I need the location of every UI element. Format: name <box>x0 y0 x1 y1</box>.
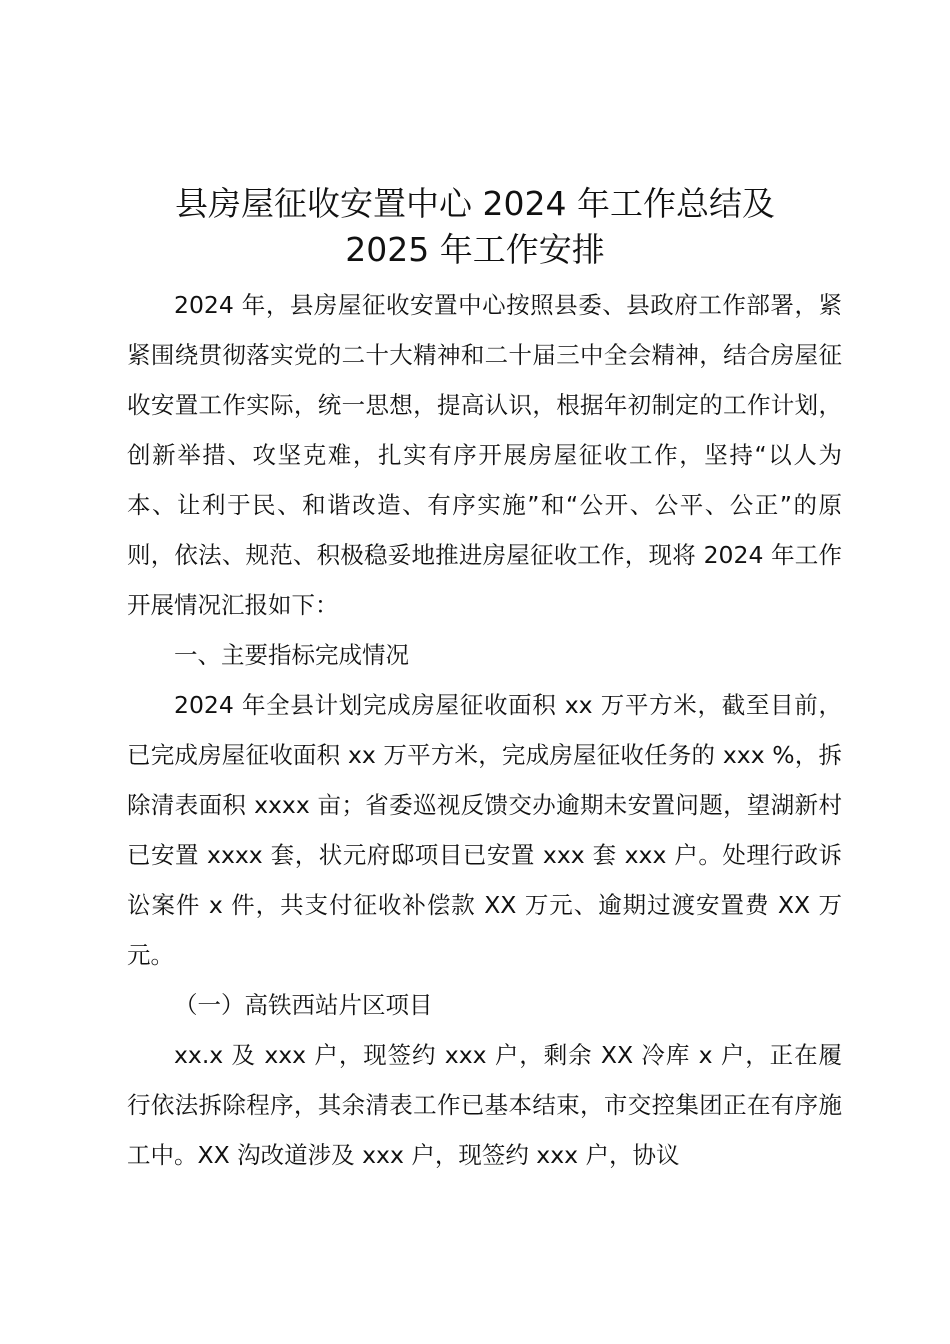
title-line-1: 县房屋征收安置中心 2024 年工作总结及 <box>175 184 775 223</box>
intro-paragraph: 2024 年，县房屋征收安置中心按照县委、县政府工作部署，紧紧围绕贯彻落实党的二十大精神和二十届三中全会精神，结合房屋征收安置工作实际，统一思想，提高认识，根据年初制定的工作计划，创新举措、攻坚克难，扎实有序开展房屋征收工作，坚持“以人为本、让利于民、和谐改造、有序实施”和“公开、公平、公正”的原则，依法、规范、积极稳妥地推进房屋征收工作，现将 2024 年工作开展情况汇报如下： <box>127 291 842 619</box>
document-body <box>127 280 842 1180</box>
subsection-heading-west-station: （一）高铁西站片区项目 <box>174 991 433 1019</box>
subsection-paragraph-west-station: xx.x 及 xxx 户，现签约 xxx 户，剩余 XX 冷库 x 户，正在履行依法拆除程序，其余清表工作已基本结束，市交控集团正在有序施工中。XX 沟改道涉及 xxx 户，现签约 xxx 户，协议 <box>127 1041 842 1169</box>
section-paragraph-main-indicators: 2024 年全县计划完成房屋征收面积 xx 万平方米，截至目前，已完成房屋征收面积 xx 万平方米，完成房屋征收任务的 xxx %，拆除清表面积 xxxx 亩；省委巡视反馈交办逾期未安置问题，望湖新村已安置 xxxx 套，状元府邸项目已安置 xxx 套 xxx 户。处理行政诉讼案件 x 件，共支付征收补偿款 XX 万元、逾期过渡安置费 XX 万元。 <box>127 691 842 969</box>
document-title <box>0 181 950 273</box>
section-heading-main-indicators: 一、主要指标完成情况 <box>174 641 409 669</box>
title-line-2: 2025 年工作安排 <box>345 230 605 269</box>
